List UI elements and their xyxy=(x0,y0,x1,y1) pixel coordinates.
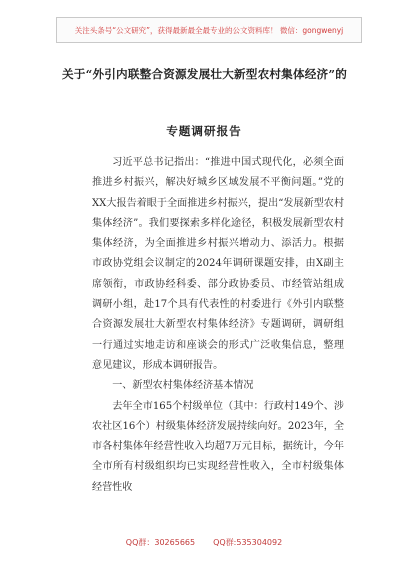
document-title-line-2: 专题调研报告 xyxy=(166,124,242,138)
footer-qq-group-1: QQ群：30265665 xyxy=(125,538,196,547)
body-paragraph-situation: 去年全市165个村级单位（其中：行政村149个、涉农社区16个）村级集体经济发展持续向好。2023年，全市各村集体年经营性收入均超7万元目标，据统计，今年全市所有村级组织均已实现经营性收入，全市村级集体经营性收 xyxy=(92,400,344,493)
footer-qq-group-2: QQ群:535304092 xyxy=(213,538,283,547)
section-heading-1: 一、新型农村集体经济基本情况 xyxy=(112,380,254,392)
document-title-line-1: 关于“外引内联整合资源发展壮大新型农村集体经济”的 xyxy=(62,67,347,81)
footer xyxy=(0,537,408,548)
promo-banner: 关注头条号“公文研究”，获得最新最全最专业的公文资料库！ 微信：gongwenyj xyxy=(56,17,362,43)
body-paragraph-intro: 习近平总书记指出：“推进中国式现代化，必须全面推进乡村振兴，解决好城乡区域发展不平衡问题。”党的XX大报告着眼于全面推进乡村振兴，提出“发展新型农村集体经济”。我们要探索多样化途径，积极发展新型农村集体经济，为全面推进乡村振兴增动力、添活力。根据市政协党组会议制定的2024年调研课题安排，由X副主席领衔，市政协经科委、部分政协委员、市经管站组成调研小组，赴17个具有代表性的村委进行《外引内联整合资源发展壮大新型农村集体经济》专题调研，调研组一行通过实地走访和座谈会的形式广泛收集信息，整理意见建议，形成本调研报告。 xyxy=(92,157,344,371)
document-body xyxy=(92,153,344,498)
